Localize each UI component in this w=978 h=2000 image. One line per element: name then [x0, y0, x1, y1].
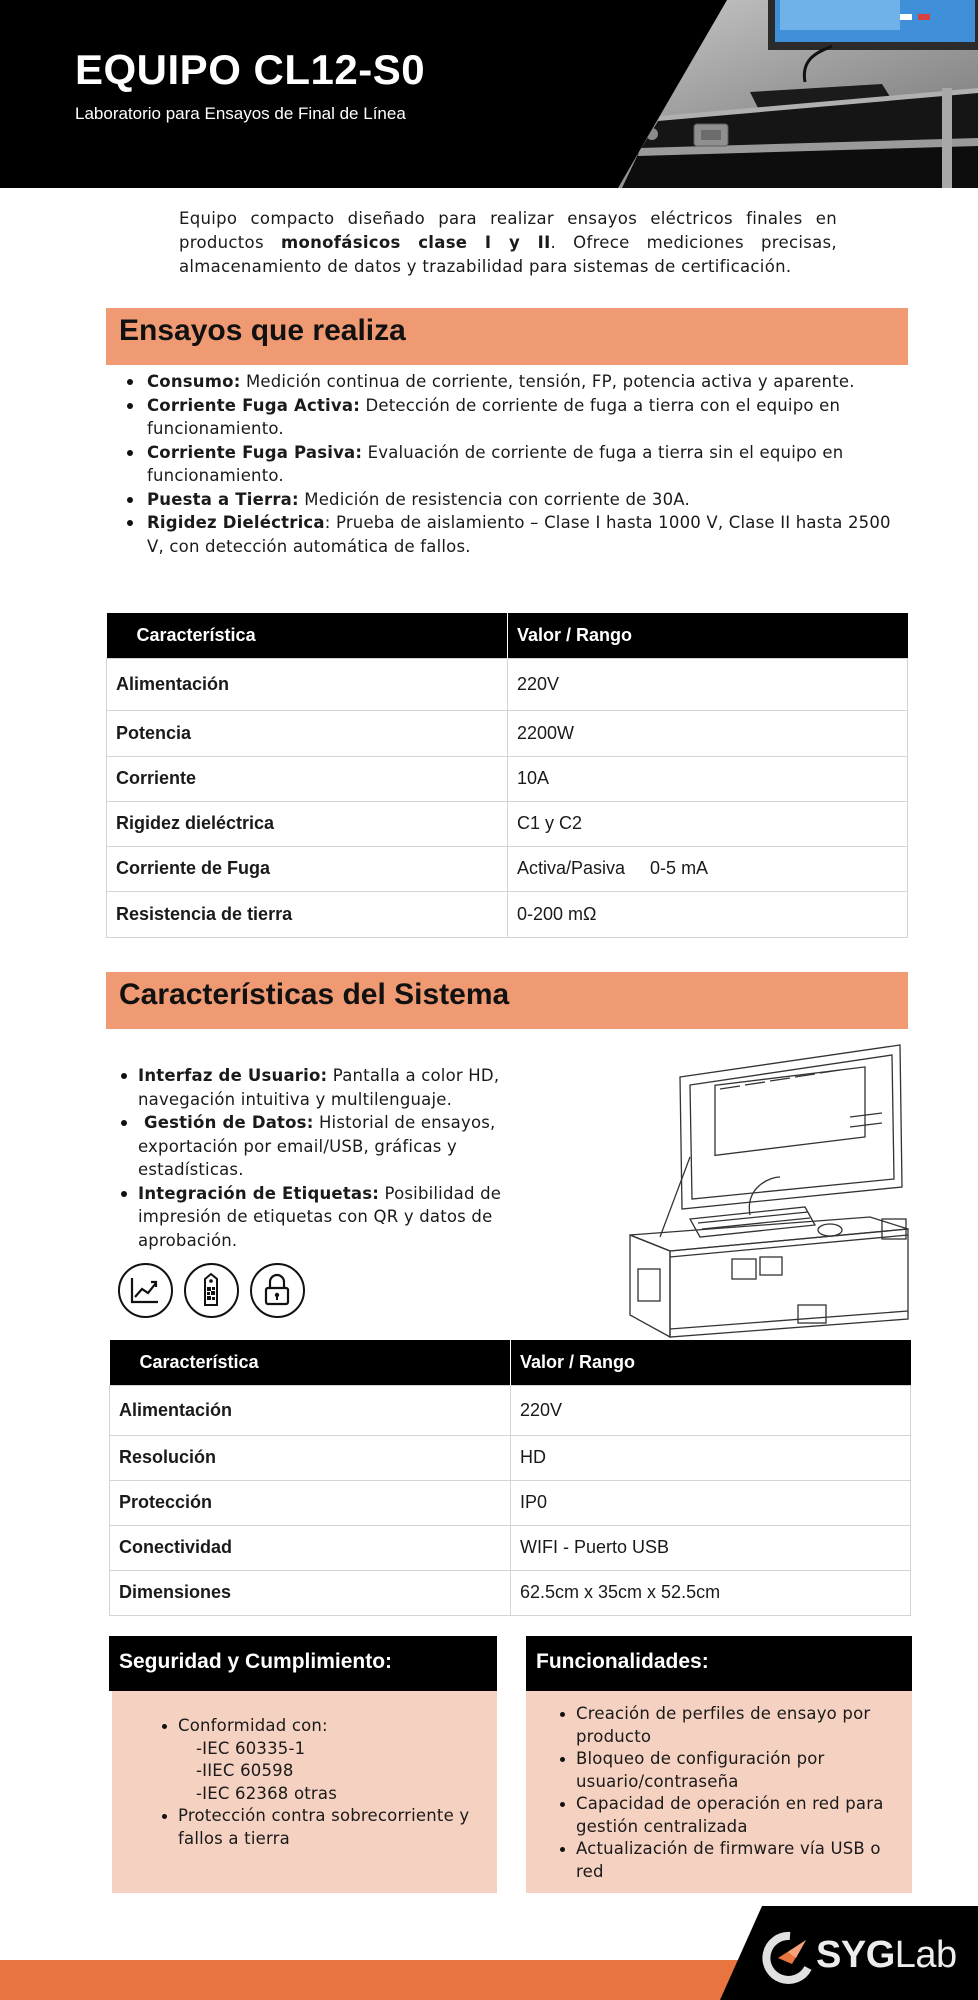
list-item: Actualización de firmware vía USB o red [558, 1838, 900, 1883]
security-box [112, 1691, 497, 1893]
item-text: Medición continua de corriente, tensión, FP, potencia activa y aparente. [240, 372, 855, 391]
table-row [110, 1480, 911, 1525]
item-label: Integración de Etiquetas: [138, 1183, 380, 1203]
list-item: Capacidad de operación en red para gestión centralizada [558, 1793, 900, 1838]
table-cell-value: WIFI - Puerto USB [511, 1525, 911, 1570]
header-banner [0, 0, 978, 188]
item-text: Medición de resistencia con corriente de 30A. [298, 489, 690, 509]
table-cell-key: Rigidez dieléctrica [107, 801, 508, 846]
tests-section-title: Ensayos que realiza [119, 314, 406, 347]
column-header: Característica [107, 613, 508, 658]
table-row [110, 1570, 911, 1615]
table-cell-value: 2200W [508, 710, 908, 756]
list-item [118, 488, 908, 512]
list-item [118, 370, 908, 394]
system-section-banner [106, 972, 908, 1029]
table-cell-key: Potencia [107, 710, 508, 756]
table-cell-key: Dimensiones [110, 1570, 511, 1615]
item-label: Interfaz de Usuario: [138, 1066, 328, 1085]
item-label: Rigidez Dieléctrica [147, 513, 325, 532]
table-row [110, 1385, 911, 1435]
list-item [118, 511, 908, 558]
security-box-title: Seguridad y Cumplimiento: [109, 1636, 497, 1691]
equipment-sketch [620, 1037, 910, 1340]
page-subtitle: Laboratorio para Ensayos de Final de Línea [75, 104, 406, 123]
system-specs-table [109, 1340, 911, 1616]
intro-text-start: Equipo compacto diseñado para realizar ensayos eléctricos finales en productos [179, 209, 837, 252]
page-title: EQUIPO CL12-S0 [75, 46, 426, 93]
table-row [107, 658, 908, 710]
lock-icon [250, 1263, 305, 1318]
standard-item: -IIEC 60598 [196, 1761, 294, 1780]
security-list [160, 1715, 487, 1850]
logo-text-light: Lab [894, 1934, 957, 1976]
table-row [107, 756, 908, 801]
column-header: Valor / Rango [511, 1340, 911, 1385]
table-cell-key: Resolución [110, 1435, 511, 1480]
conformity-label: Conformidad con: [178, 1716, 328, 1735]
column-header: Valor / Rango [508, 613, 908, 658]
electrical-specs-table [106, 613, 908, 938]
intro-text-end: . Ofrece mediciones precisas, almacenamiento de datos y trazabilidad para sistemas de certificación. [179, 233, 837, 276]
system-section-title: Características del Sistema [119, 978, 510, 1011]
list-item: Creación de perfiles de ensayo por producto [558, 1703, 900, 1748]
item-label: Corriente Fuga Activa: [147, 395, 361, 415]
item-text: Posibilidad de impresión de etiquetas con QR y datos de aprobación. [138, 1183, 502, 1250]
table-row [110, 1525, 911, 1570]
item-text: Detección de corriente de fuga a tierra con el equipo en funcionamiento. [147, 395, 841, 438]
functions-box-title: Funcionalidades: [526, 1636, 912, 1691]
list-item [120, 1064, 550, 1111]
item-text: Pantalla a color HD, navegación intuitiva y multilenguaje. [138, 1066, 500, 1109]
table-row [110, 1435, 911, 1480]
qr-tag-icon [184, 1263, 239, 1318]
list-item: Bloqueo de configuración por usuario/contraseña [558, 1748, 900, 1793]
table-cell-value: 220V [508, 658, 908, 710]
standard-item: -IEC 62368 otras [196, 1783, 338, 1803]
list-item: Protección contra sobrecorriente y fallos a tierra [160, 1805, 487, 1850]
table-cell-key: Alimentación [107, 658, 508, 710]
item-label: Consumo: [147, 372, 241, 391]
table-cell-value: 62.5cm x 35cm x 52.5cm [511, 1570, 911, 1615]
column-header: Característica [110, 1340, 511, 1385]
table-cell-key: Conectividad [110, 1525, 511, 1570]
tests-section-banner [106, 308, 908, 365]
table-header-row [110, 1340, 911, 1385]
item-text: Evaluación de corriente de fuga a tierra sin el equipo en funcionamiento. [147, 442, 844, 485]
list-item [120, 1111, 550, 1182]
table-header-row [107, 613, 908, 658]
intro-paragraph [179, 207, 837, 279]
list-item [118, 441, 908, 488]
table-cell-value: 10A [508, 756, 908, 801]
footer-orange-band [0, 1960, 760, 2000]
table-cell-key: Resistencia de tierra [107, 891, 508, 937]
table-cell-value: IP0 [511, 1480, 911, 1525]
table-cell-value: 220V [511, 1385, 911, 1435]
item-label: Gestión de Datos: [138, 1113, 314, 1132]
tests-list [118, 370, 908, 558]
table-cell-value: HD [511, 1435, 911, 1480]
list-item [118, 394, 908, 441]
standard-item: -IEC 60335-1 [196, 1738, 306, 1758]
item-text: : Prueba de aislamiento – Clase I hasta 1000 V, Clase II hasta 2500 V, con detección automática de fallos. [147, 513, 891, 556]
functions-list [558, 1703, 900, 1883]
table-cell-key: Corriente [107, 756, 508, 801]
table-cell-key: Corriente de Fuga [107, 846, 508, 891]
table-cell-value: 0-200 mΩ [508, 891, 908, 937]
table-cell-value: C1 y C2 [508, 801, 908, 846]
chart-icon [118, 1263, 173, 1318]
equipment-photo [600, 0, 978, 188]
item-label: Corriente Fuga Pasiva: [147, 442, 363, 462]
table-row [107, 710, 908, 756]
table-cell-value: Activa/Pasiva 0-5 mA [508, 846, 908, 891]
list-item [120, 1182, 550, 1253]
table-row [107, 846, 908, 891]
table-row [107, 891, 908, 937]
syglab-logo-mark-icon [760, 1928, 816, 1984]
logo-wordmark [816, 1934, 957, 1977]
system-features-list [120, 1064, 550, 1252]
table-cell-key: Alimentación [110, 1385, 511, 1435]
logo-text-bold: SYG [816, 1934, 895, 1976]
functions-box [526, 1691, 912, 1893]
table-cell-key: Protección [110, 1480, 511, 1525]
intro-highlight: monofásicos clase I y II [280, 233, 551, 252]
item-text: Historial de ensayos, exportación por email/USB, gráficas y estadísticas. [138, 1113, 496, 1179]
item-label: Puesta a Tierra: [147, 489, 299, 509]
list-item [160, 1715, 487, 1805]
table-row [107, 801, 908, 846]
